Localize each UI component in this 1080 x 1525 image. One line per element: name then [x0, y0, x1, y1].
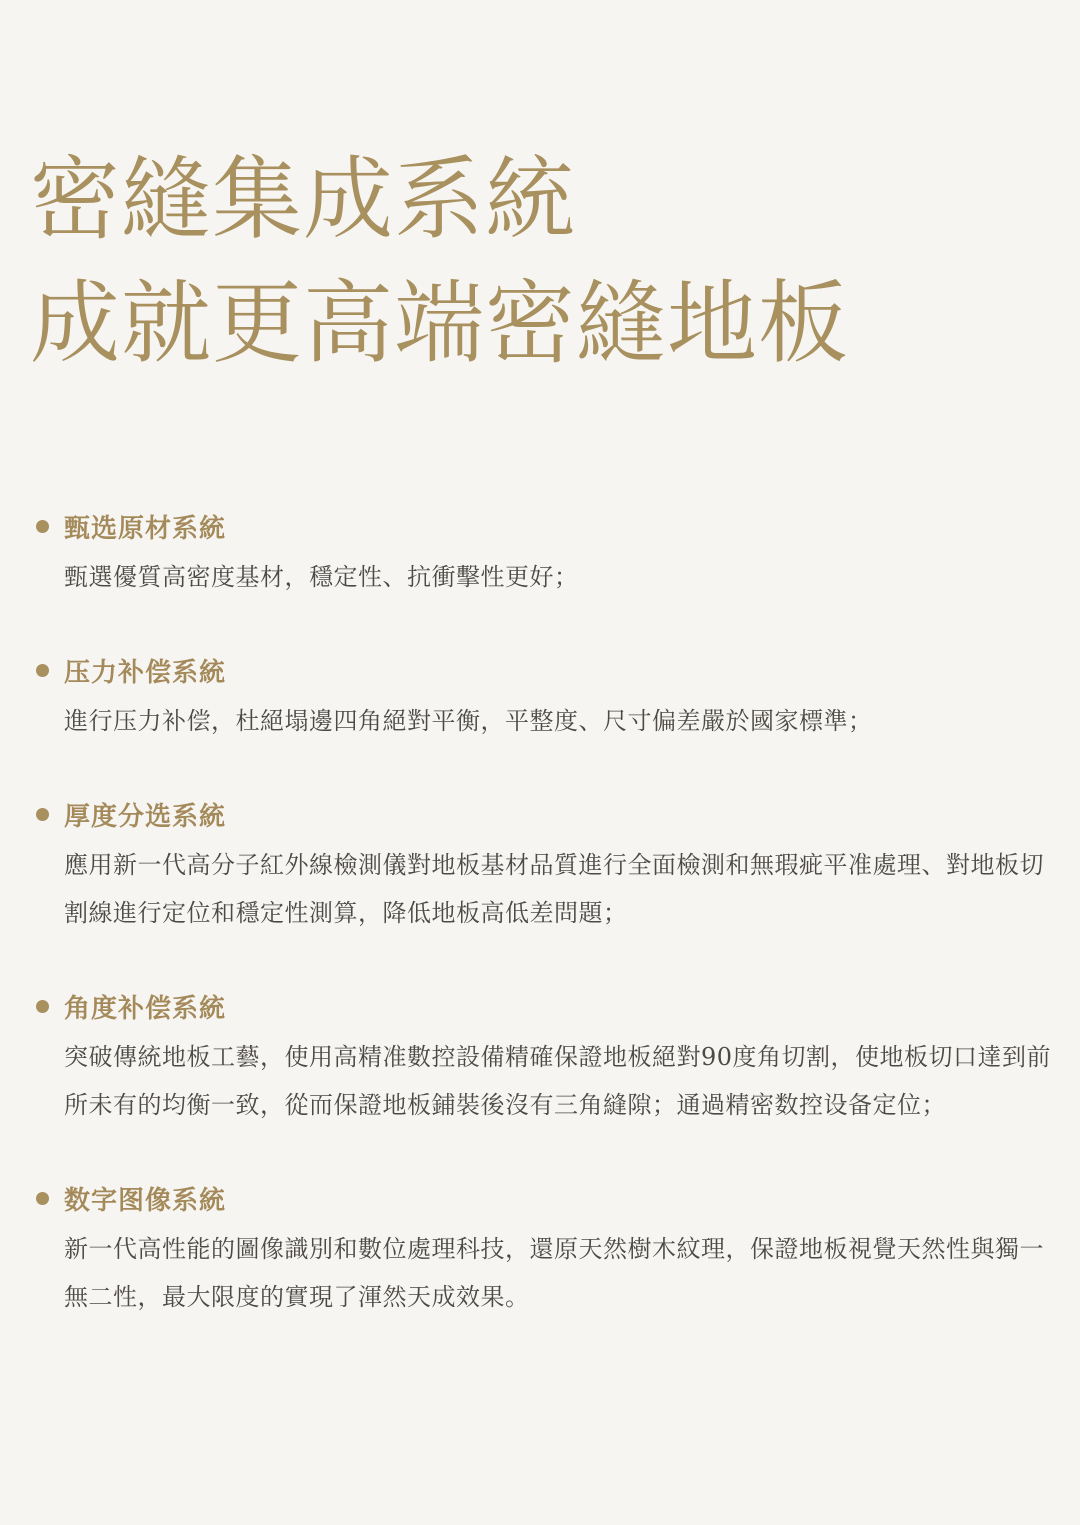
- feature-title: 数字图像系統: [64, 1185, 227, 1216]
- headline-line-1: 密縫集成系統: [30, 147, 576, 252]
- feature-item: [36, 503, 1056, 601]
- feature-title: 厚度分选系統: [64, 801, 227, 832]
- feature-heading: [36, 503, 1056, 549]
- feature-item: [36, 1175, 1056, 1321]
- headline-line-2: 成就更高端密縫地板: [30, 271, 849, 376]
- feature-heading: [36, 983, 1056, 1029]
- bullet-dot-icon: [36, 808, 49, 821]
- bullet-dot-icon: [36, 520, 49, 533]
- feature-heading: [36, 791, 1056, 837]
- feature-title: 角度补偿系統: [64, 993, 227, 1024]
- feature-description: 進行压力补偿，杜絕塌邊四角絕對平衡，平整度、尺寸偏差嚴於國家標準；: [64, 707, 873, 735]
- headline: [30, 138, 849, 386]
- feature-description: 甄選優質高密度基材，穩定性、抗衝擊性更好；: [64, 563, 579, 591]
- feature-description: 突破傳統地板工藝，使用高精准數控設備精確保證地板絕對90度角切割，使地板切口達到前所未有的均衡一致，從而保證地板鋪裝後沒有三角縫隙；通過精密数控设备定位；: [64, 1043, 1052, 1119]
- feature-item: [36, 983, 1056, 1129]
- feature-item: [36, 791, 1056, 937]
- bullet-dot-icon: [36, 1000, 49, 1013]
- feature-title: 压力补偿系統: [64, 657, 227, 688]
- feature-description: 新一代高性能的圖像識別和數位處理科技，還原天然樹木紋理，保證地板視覺天然性與獨一無二性，最大限度的實現了渾然天成效果。: [64, 1235, 1044, 1311]
- feature-list: [36, 503, 1056, 1367]
- feature-description: 應用新一代高分子紅外線檢測儀對地板基材品質進行全面檢測和無瑕疵平准處理、對地板切割線進行定位和穩定性測算，降低地板高低差問題；: [64, 851, 1044, 927]
- bullet-dot-icon: [36, 664, 49, 677]
- bullet-dot-icon: [36, 1192, 49, 1205]
- feature-heading: [36, 1175, 1056, 1221]
- feature-item: [36, 647, 1056, 745]
- feature-heading: [36, 647, 1056, 693]
- feature-title: 甄选原材系統: [64, 513, 227, 544]
